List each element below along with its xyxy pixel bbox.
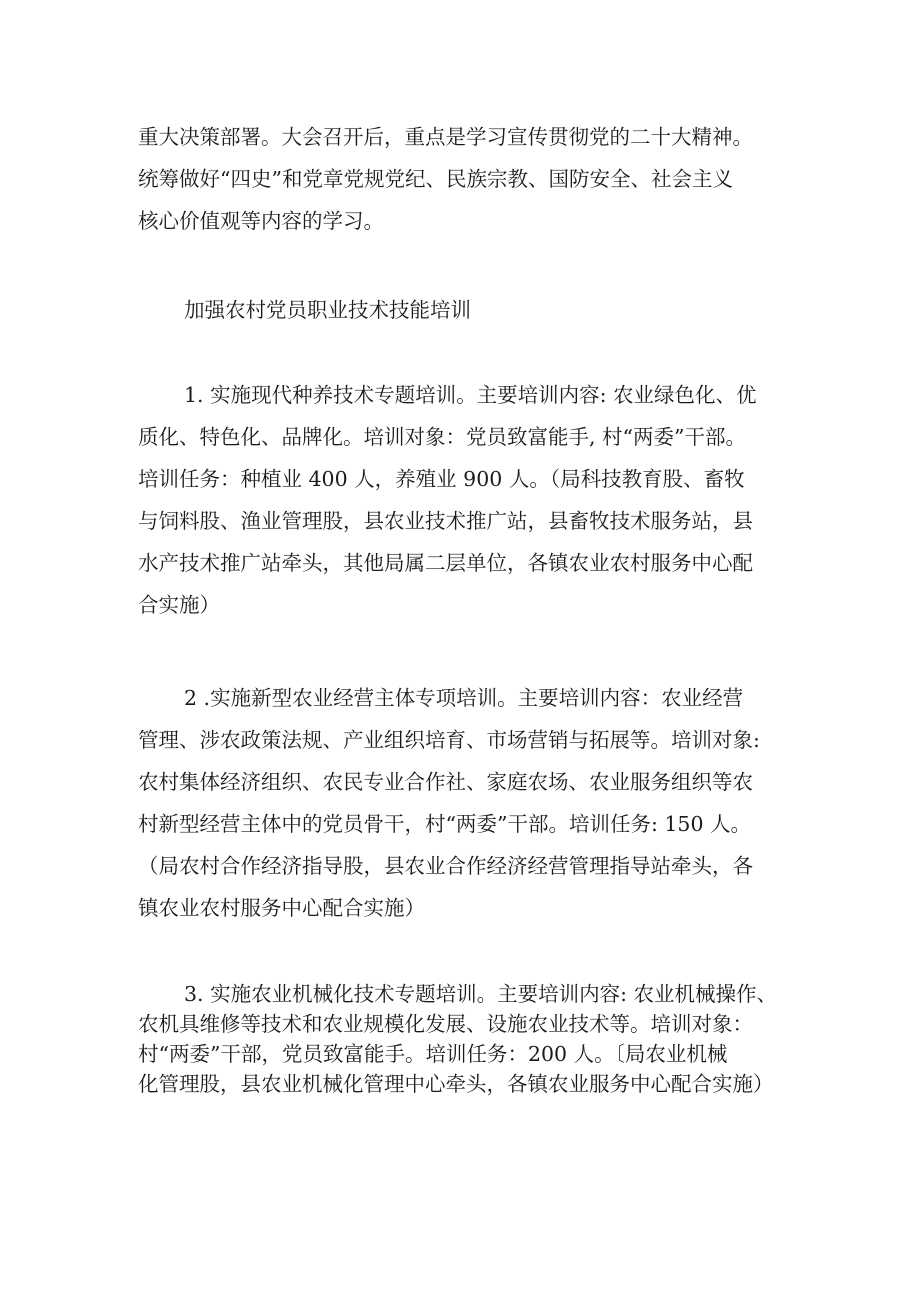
intro-paragraph xyxy=(138,116,800,242)
paragraph-line: 重大决策部署。大会召开后，重点是学习宣传贯彻党的二十大精神。 xyxy=(138,125,753,149)
paragraph-line: 培训任务：种植业 400 人，养殖业 900 人。（局科技教育股、畜牧 xyxy=(138,467,745,491)
paragraph-line: 管理、涉农政策法规、产业组织培育、市场营销与拓展等。培训对象: xyxy=(138,728,760,752)
paragraph-line: 水产技术推广站牵头，其他局属二层单位，各镇农业农村服务中心配 xyxy=(138,551,753,575)
paragraph-line: 统筹做好“四史”和党章党规党纪、民族宗教、国防安全、社会主义 xyxy=(138,167,733,191)
item-2-paragraph xyxy=(138,677,800,929)
paragraph-line: 农机具维修等技术和农业规模化发展、设施农业技术等。培训对象： xyxy=(138,1012,753,1036)
paragraph-line: 村“两委”干部，党员致富能手。培训任务：200 人。〔局农业机械 xyxy=(138,1042,728,1066)
paragraph-line: 3. 实施农业机械化技术专题培训。主要培训内容: 农业机械操作、 xyxy=(184,982,777,1006)
paragraph-line: 2 .实施新型农业经营主体专项培训。主要培训内容：农业经营 xyxy=(184,686,744,710)
paragraph-line: 镇农业农村服务中心配合实施） xyxy=(138,896,425,920)
section-heading: 加强农村党员职业技术技能培训 xyxy=(184,298,471,322)
paragraph-line: 农村集体经济组织、农民专业合作社、家庭农场、农业服务组织等农 xyxy=(138,770,753,794)
paragraph-line: 与饲料股、渔业管理股，县农业技术推广站，县畜牧技术服务站，县 xyxy=(138,509,753,533)
item-3-paragraph xyxy=(138,979,800,1099)
paragraph-line: 1. 实施现代种养技术专题培训。主要培训内容: 农业绿色化、优 xyxy=(184,383,757,407)
paragraph-line: 质化、特色化、品牌化。培训对象：党员致富能手, 村“两委”干部。 xyxy=(138,425,746,449)
paragraph-line: （局农村合作经济指导股，县农业合作经济经营管理指导站牵头，各 xyxy=(138,854,753,878)
paragraph-line: 合实施） xyxy=(138,593,220,617)
item-1-paragraph xyxy=(138,374,800,626)
paragraph-line: 村新型经营主体中的党员骨干，村“两委”干部。培训任务: 150 人。 xyxy=(138,812,752,836)
paragraph-line: 核心价值观等内容的学习。 xyxy=(138,209,384,233)
paragraph-line: 化管理股，县农业机械化管理中心牵头，各镇农业服务中心配合实施） xyxy=(138,1072,774,1096)
